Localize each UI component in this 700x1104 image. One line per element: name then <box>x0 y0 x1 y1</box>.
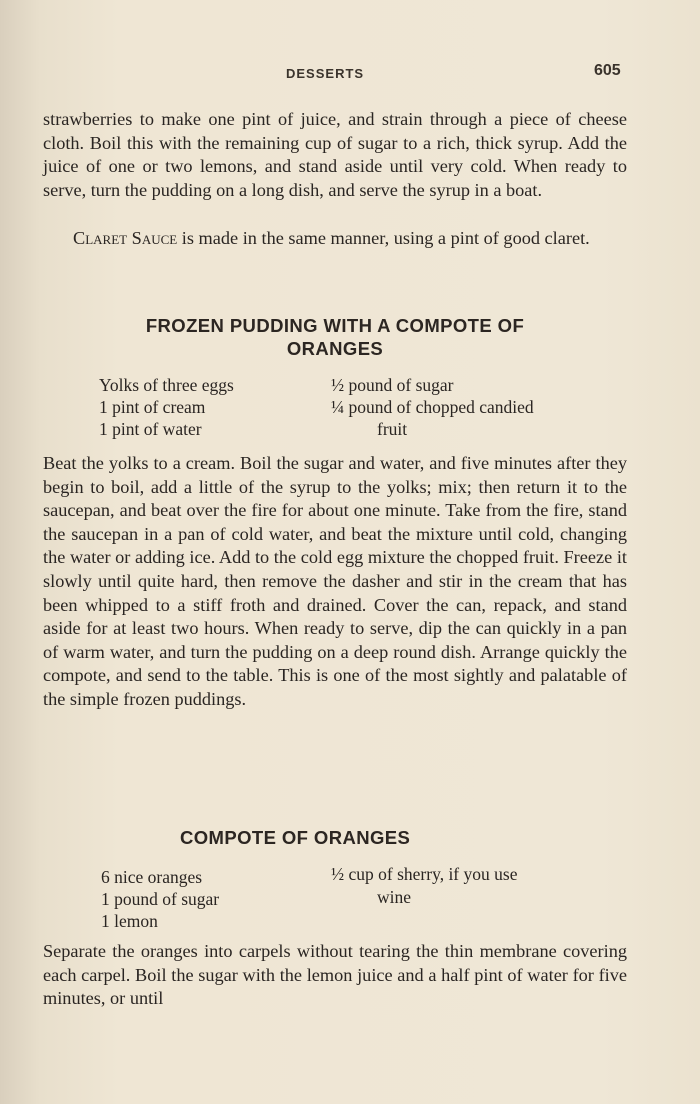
ingredient-item: wine <box>377 887 412 907</box>
ingredient-item: ½ cup of sherry, if you use <box>331 864 518 884</box>
ingredient-item: 1 pound of sugar <box>101 889 220 909</box>
ingredient-item: 1 pint of water <box>99 419 202 439</box>
recipe-title-frozen-pudding-line1: FROZEN PUDDING WITH A COMPOTE OF <box>145 315 525 336</box>
recipe-title-compote: COMPOTE OF ORANGES <box>180 827 411 848</box>
ingredient-item: ½ pound of sugar <box>331 375 454 395</box>
ingredient-item: 6 nice oranges <box>101 867 203 887</box>
claret-sauce-name: Claret Sauce <box>73 228 178 248</box>
recipe-method-frozen-pudding: Beat the yolks to a cream. Boil the sugar and water, and five minutes after they begin to boil, add a little of the syrup to the yolks; mix; then return it to the saucepan, and beat over the fire for about one minute. Take from the fire, stand the saucepan in a pan of cold water, and beat the mixture until cold, changing the water or adding ice. Add to the cold egg mixture the chopped fruit. Freeze it slowly until quite hard, then remove the dasher and stir in the cream that has been whipped to a stiff froth and drained. Cover the can, repack, and stand aside for at least two hours. When ready to serve, dip the can quickly in a pan of warm water, and turn the pudding on a deep round dish. Arrange quickly the compote, and send to the table. This is one of the most sightly and palatable of the simple frozen puddings. <box>43 453 627 709</box>
claret-sauce-text: is made in the same manner, using a pint of good claret. <box>177 228 590 248</box>
page-number: 605 <box>594 62 621 79</box>
ingredient-item: Yolks of three eggs <box>99 375 234 395</box>
running-header: DESSERTS <box>286 66 365 81</box>
intro-paragraph: strawberries to make one pint of juice, and strain through a piece of cheese cloth. Boil this with the remaining cup of sugar to a rich, thick syrup. Add the juice of one or two lemons, and stand aside until very cold. When ready to serve, turn the pudding on a long dish, and serve the syrup in a boat. <box>43 109 627 200</box>
ingredient-item: ¼ pound of chopped candied <box>331 397 534 417</box>
ingredient-item: fruit <box>377 419 408 439</box>
ingredient-item: 1 pint of cream <box>99 397 206 417</box>
recipe-title-frozen-pudding-line2: ORANGES <box>286 338 384 359</box>
ingredient-item: 1 lemon <box>101 911 158 931</box>
claret-paragraph <box>43 227 627 251</box>
recipe-method-compote: Separate the oranges into carpels without tearing the thin membrane covering each carpel. Boil the sugar with the lemon juice and a half pint of water for five minutes, or until <box>43 941 627 1009</box>
